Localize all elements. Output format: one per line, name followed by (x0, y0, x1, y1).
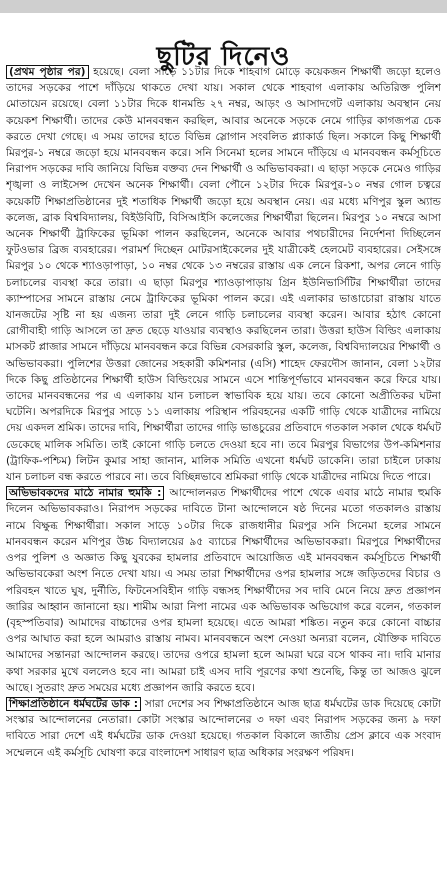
article-body (6, 64, 441, 891)
continuation-label: (প্রথম পৃষ্ঠার পর) (6, 65, 89, 79)
subhead-guardians: অভিভাবকদের মাঠে নামার হুমকি : (6, 486, 164, 500)
top-gray-bar (0, 0, 447, 13)
paragraph-1 (6, 64, 441, 485)
paragraph-text: সারা দেশের সব শিক্ষাপ্রতিষ্ঠানে আজ ছাত্র ধর্মঘটের ডাক দিয়েছে কোটা সংস্কার আন্দোলনের নেতারা। কোটা সংস্কার আন্দোলনের ৩ দফা এবং নিরাপদ সড়কের জন্য ৯ দফা দাবিতে সারা দেশে এই ধর্মঘটের ডাক দেওয়া হয়েছে। গতকাল বিকালে জাতীয় প্রেস ক্লাবে এক সংবাদ সম্মেলনে এই কর্মসূচি ঘোষণা করে বাংলাদেশ সাধারণ ছাত্র অধিকার সংরক্ষণ পরিষদ। (6, 697, 441, 759)
paragraph-2 (6, 485, 441, 696)
paragraph-3 (6, 696, 441, 761)
paragraph-text: আন্দোলনরত শিক্ষার্থীদের পাশে থেকে এবার মাঠে নামার হুমকি দিলেন অভিভাবকরাও। নিরাপদ সড়কের দাবিতে টানা আন্দোলনে ষষ্ঠ দিনের মতো গতকালও রাস্তায় নামে বিক্ষুব্ধ শিক্ষার্থীরা। সকাল সাড়ে ১০টার দিকে রাজধানীর মিরপুর সনি সিনেমা হলের সামনে মানববন্ধন করেন মণিপুর উচ্চ বিদ্যালয়ের ৯৫ ব্যাচের শিক্ষার্থীদের অভিভাবকরা। মিরপুরে শিক্ষার্থীদের ওপর পুলিশ ও অজ্ঞাত কিছু যুবকের হামলার প্রতিবাদে আয়োজিত এই মানববন্ধন কর্মসূচিতে শিক্ষার্থী অভিভাবকেরা অংশ নিতে দেখা যায়। এ সময় তারা শিক্ষার্থীদের ওপর হামলার সঙ্গে জড়িতদের বিচার ও পরিবহন খাতে ঘুষ, দুর্নীতি, ফিটনেসবিহীন গাড়ি বন্ধসহ শিক্ষার্থীদের সব দাবি মেনে নিয়ে দ্রুত প্রজ্ঞাপন জারির আহ্বান জানানো হয়। শামীম আরা নিপা নামের এক অভিভাবক অভিযোগ করে বলেন, গতকাল (বৃহস্পতিবার) আমাদের বাচ্চাদের ওপর হামলা হয়েছে। এতে আমরা শঙ্কিত। নতুন করে কোনো বাচ্চার ওপর আঘাত করা হলে আমরাও রাস্তায় নামব। মানববন্ধনে অংশ নেওয়া অন্যরা বলেন, যৌক্তিক দাবিতে আমাদের সন্তানরা আন্দোলন করছে। তাদের ওপরে হামলা হলে আমরা ঘরে বসে থাকব না। দাবি মানার কথা সরকার মুখে বললেও হবে না। আমরা চাই এসব দাবি পূরণের কথা শুনেছি, কিন্তু তা আজও ঝুলে আছে। সুতরাং দ্রুত সময়ের মধ্যে প্রজ্ঞাপন জারি করতে হবে। (6, 487, 441, 694)
paragraph-text: হয়েছে। বেলা সাড়ে ১১টার দিকে শাহবাগ মোড়ে কয়েকজন শিক্ষার্থী জড়ো হলেও তাদের সড়কের পাশে দাঁড়িয়ে থাকতে দেখা যায়। সকাল থেকে শাহবাগ এলাকায় অতিরিক্ত পুলিশ মোতায়েন রয়েছে। বেলা ১১টার দিকে ধানমন্ডি ২৭ নম্বর, আড়ং ও আসাদগেট এলাকায় অবস্থান নেয় কয়েকশ শিক্ষার্থী। তাদের কেউ মানববন্ধন করছিল, আবার অনেকে সড়কে নেমে গাড়ির কাগজপত্র চেক করতে দেখা গেছে। এ সময় তাদের হাতে বিভিন্ন স্লোগান সংবলিত প্ল্যাকার্ড ছিল। সকালে কিছু শিক্ষার্থী মিরপুর-১ নম্বরে জড়ো হয়ে মানববন্ধন করে। সনি সিনেমা হলের সামনে দাঁড়িয়ে এ মানববন্ধন কর্মসূচিতে নিরাপদ সড়কের দাবি জানিয়ে বিভিন্ন বক্তব্য দেন শিক্ষার্থী ও অভিভাবকরা। এ ছাড়া সড়কে নেমেও গাড়ির শৃঙ্খলা ও লাইসেন্স দেখেন অনেক শিক্ষার্থী। বেলা পৌনে ১২টার দিকে মিরপুর-১০ নম্বর গোল চত্বরে কয়েকটি শিক্ষাপ্রতিষ্ঠানের দুই শতাধিক শিক্ষার্থী জড়ো হয়ে অবস্থান নেয়। এর মধ্যে মণিপুর স্কুল অ্যান্ড কলেজ, ব্রাক বিশ্ববিদ্যালয়, বিইউবিটি, বিসিআইসি কলেজের শিক্ষার্থীরা ছিলেন। মিরপুর ১০ নম্বরে আসা অনেক শিক্ষার্থী ট্রাফিকের ভূমিকা পালন করছিলেন, অনেকে আবার পথচারীদের নির্দেশনা দিচ্ছিলেন ফুটওভার ব্রিজ ব্যবহারের। পরামর্শ দিচ্ছেন মোটরসাইকেলের দুই যাত্রীকেই হেলমেট ব্যবহারের। সেইসঙ্গে মিরপুর ১০ থেকে শ্যাওড়াপাড়া, ১০ নম্বর থেকে ১৩ নম্বরের রাস্তায় এক লেনে রিকশা, অপর লেনে গাড়ি চলাচলের ব্যবস্থা করে তারা। এ ছাড়া মিরপুর শ্যাওড়াপাড়ায় গ্রিন ইউনিভার্সিটির শিক্ষার্থীরা তাদের ক্যাম্পাসের সামনে রাস্তায় নেমে ট্রাফিকের ভূমিকা পালন করে। এই এলাকার ভাঙাচোরা রাস্তায় যাতে যানজটের সৃষ্টি না হয় এজন্য তারা দুই লেনে গাড়ি চলাচলের ব্যবস্থা করেন। আবার হঠাৎ কোনো রোগীবাহী গাড়ি আসলে তা দ্রুত ছেড়ে যাওয়ার ব্যবস্থাও করছিলেন তারা। উত্তরা হাউস বিল্ডিং এলাকায় মাসকট প্লাজার সামনে দাঁড়িয়ে মানববন্ধন করে বিভিন্ন বেসরকারি স্কুল, কলেজ, বিশ্ববিদ্যালয়ের শিক্ষার্থী ও অভিভাবকরা। পুলিশের উত্তরা জোনের সহকারী কমিশনার (এসি) শাহেদ ফেরদৌস জানান, বেলা ১২টার দিকে কিছু প্রতিষ্ঠানের শিক্ষার্থী হাউস বিল্ডিংয়ের সামনে এসে শান্তিপূর্ণভাবে মানববন্ধন করে ফিরে যায়। তাদের মানববন্ধনের পর এ এলাকায় যান চলাচল স্বাভাবিক হয়ে যায়। তবে কোনো অপ্রীতিকর ঘটনা ঘটেনি। অপরদিকে মিরপুর সাড়ে ১১ এলাকায় পরিস্থান পরিবহনের একটি গাড়ি থেকে যাত্রীদের নামিয়ে দেয় একদল শ্রমিক। তাদের দাবি, শিক্ষার্থীরা তাদের গাড়ি ভাঙচুরের প্রতিবাদে গতকাল সকাল থেকে ধর্মঘট ডেকেছে মালিক সমিতি। তাই কোনো গাড়ি চলতে দেওয়া হবে না। তবে মিরপুর বিভাগের উপ-কমিশনার (ট্রাফিক-পশ্চিম) লিটন কুমার সাহা জানান, মালিক সমিতি এখনো ধর্মঘট ডাকেনি। তারা চাইলে ঢাকায় যান চলাচল বন্ধ করতে পারবে না। তবে বিচ্ছিন্নভাবে শ্রমিকরা গাড়ি থেকে যাত্রীদের নামিয়ে দিতে পারে। (6, 66, 441, 484)
subhead-strike: শিক্ষাপ্রতিষ্ঠানে ধর্মঘটের ডাক : (6, 697, 141, 711)
headline: ছুটির দিনেও (156, 42, 291, 73)
